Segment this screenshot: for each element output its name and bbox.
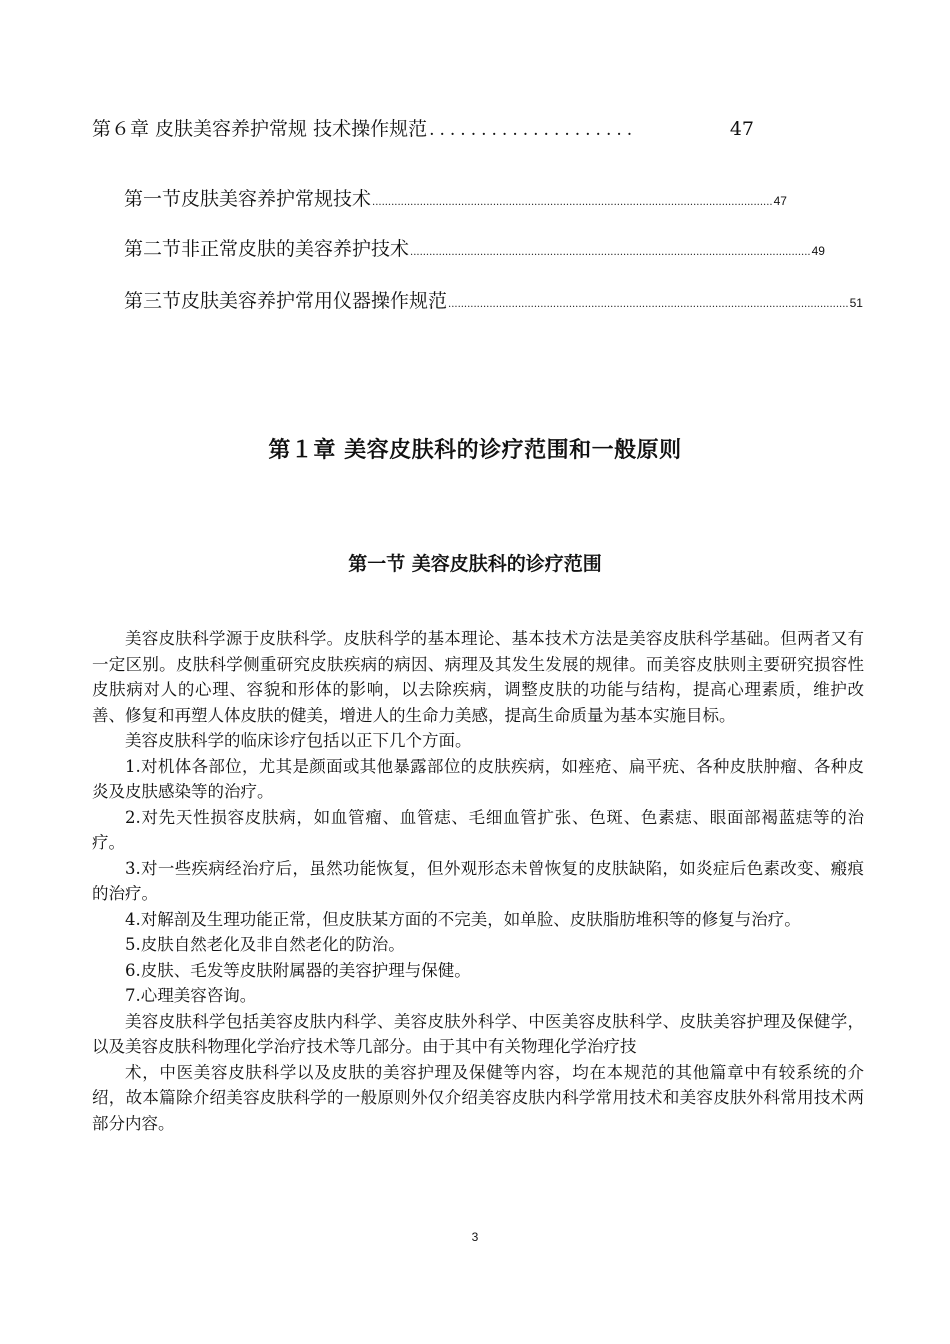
section-title: 第一节 美容皮肤科的诊疗范围: [348, 553, 602, 575]
paragraph: 6.皮肤、毛发等皮肤附属器的美容护理与保健。: [125, 960, 471, 980]
paragraph: 美容皮肤科学的临床诊疗包括以正下几个方面。: [125, 731, 472, 750]
toc-section-title: 非正常皮肤的美容养护技术: [181, 238, 410, 260]
toc-section-title: 皮肤美容养护常规技术: [181, 188, 372, 210]
toc-page-number: 51: [849, 296, 863, 310]
paragraph: 美容皮肤科学包括美容皮肤内科学、美容皮肤外科学、中医美容皮肤科学、皮肤美容护理及保健学，以及美容皮肤科物理化学治疗技术等几部分。由于其中有关物理化学治疗技: [92, 1011, 864, 1056]
paragraph: 1.对机体各部位，尤其是颜面或其他暴露部位的皮肤疾病，如痤疮、扁平疣、各种皮肤肿瘤、各种皮炎及皮肤感染等的治疗。: [92, 756, 864, 801]
toc-page-number: 47: [729, 118, 754, 140]
toc-section-number: 第三节: [124, 290, 182, 312]
paragraph: 2.对先天性损容皮肤病，如血管瘤、血管痣、毛细血管扩张、色斑、色素痣、眼面部褐蓝痣等的治疗。: [92, 807, 864, 852]
chapter-title: 第１章 美容皮肤科的诊疗范围和一般原则: [268, 437, 682, 463]
toc-chapter-label: 第６章 皮肤美容养护常规 技术操作规范: [92, 118, 428, 140]
toc-leader-dots: ..............................................................................................................................: [372, 197, 773, 208]
toc-section-number: 第二节: [124, 238, 182, 260]
toc-leader-dots: ..............................................................................................................................: [410, 247, 811, 258]
toc-leader-dots: ..............................................................................................................................: [448, 299, 849, 310]
toc-section-entry[interactable]: [124, 234, 825, 261]
toc-page-number: 49: [811, 244, 825, 258]
page-number: 3: [471, 1230, 479, 1244]
toc-chapter-entry[interactable]: [92, 114, 754, 141]
toc-section-entry[interactable]: [124, 286, 863, 313]
body-text: [92, 626, 864, 1136]
toc-section-number: 第一节: [124, 188, 182, 210]
toc-leader-dots: ....................: [429, 120, 638, 140]
paragraph: 4.对解剖及生理功能正常，但皮肤某方面的不完美，如单脸、皮肤脂肪堆积等的修复与治疗。: [125, 909, 801, 929]
toc-page-number: 47: [773, 194, 787, 208]
paragraph: 3.对一些疾病经治疗后，虽然功能恢复，但外观形态未曾恢复的皮肤缺陷，如炎症后色素改变、瘢痕的治疗。: [92, 858, 864, 903]
paragraph: 美容皮肤科学源于皮肤科学。皮肤科学的基本理论、基本技术方法是美容皮肤科学基础。但两者又有一定区别。皮肤科学侧重研究皮肤疾病的病因、病理及其发生发展的规律。而美容皮肤则主要研究损容性皮肤病对人的心理、容貌和形体的影响，以去除疾病，调整皮肤的功能与结构，提高心理素质，维护改善、修复和再塑人体皮肤的健美，增进人的生命力美感，提高生命质量为基本实施目标。: [92, 629, 864, 725]
toc-section-entry[interactable]: [124, 184, 787, 211]
paragraph: 7.心理美容咨询。: [125, 986, 257, 1005]
toc-section-title: 皮肤美容养护常用仪器操作规范: [181, 290, 448, 312]
paragraph: 术，中医美容皮肤科学以及皮肤的美容护理及保健等内容，均在本规范的其他篇章中有较系统的介绍，故本篇除介绍美容皮肤科学的一般原则外仅介绍美容皮肤内科学常用技术和美容皮肤外科常用技术两部分内容。: [92, 1062, 864, 1133]
paragraph: 5.皮肤自然老化及非自然老化的防治。: [125, 935, 405, 954]
